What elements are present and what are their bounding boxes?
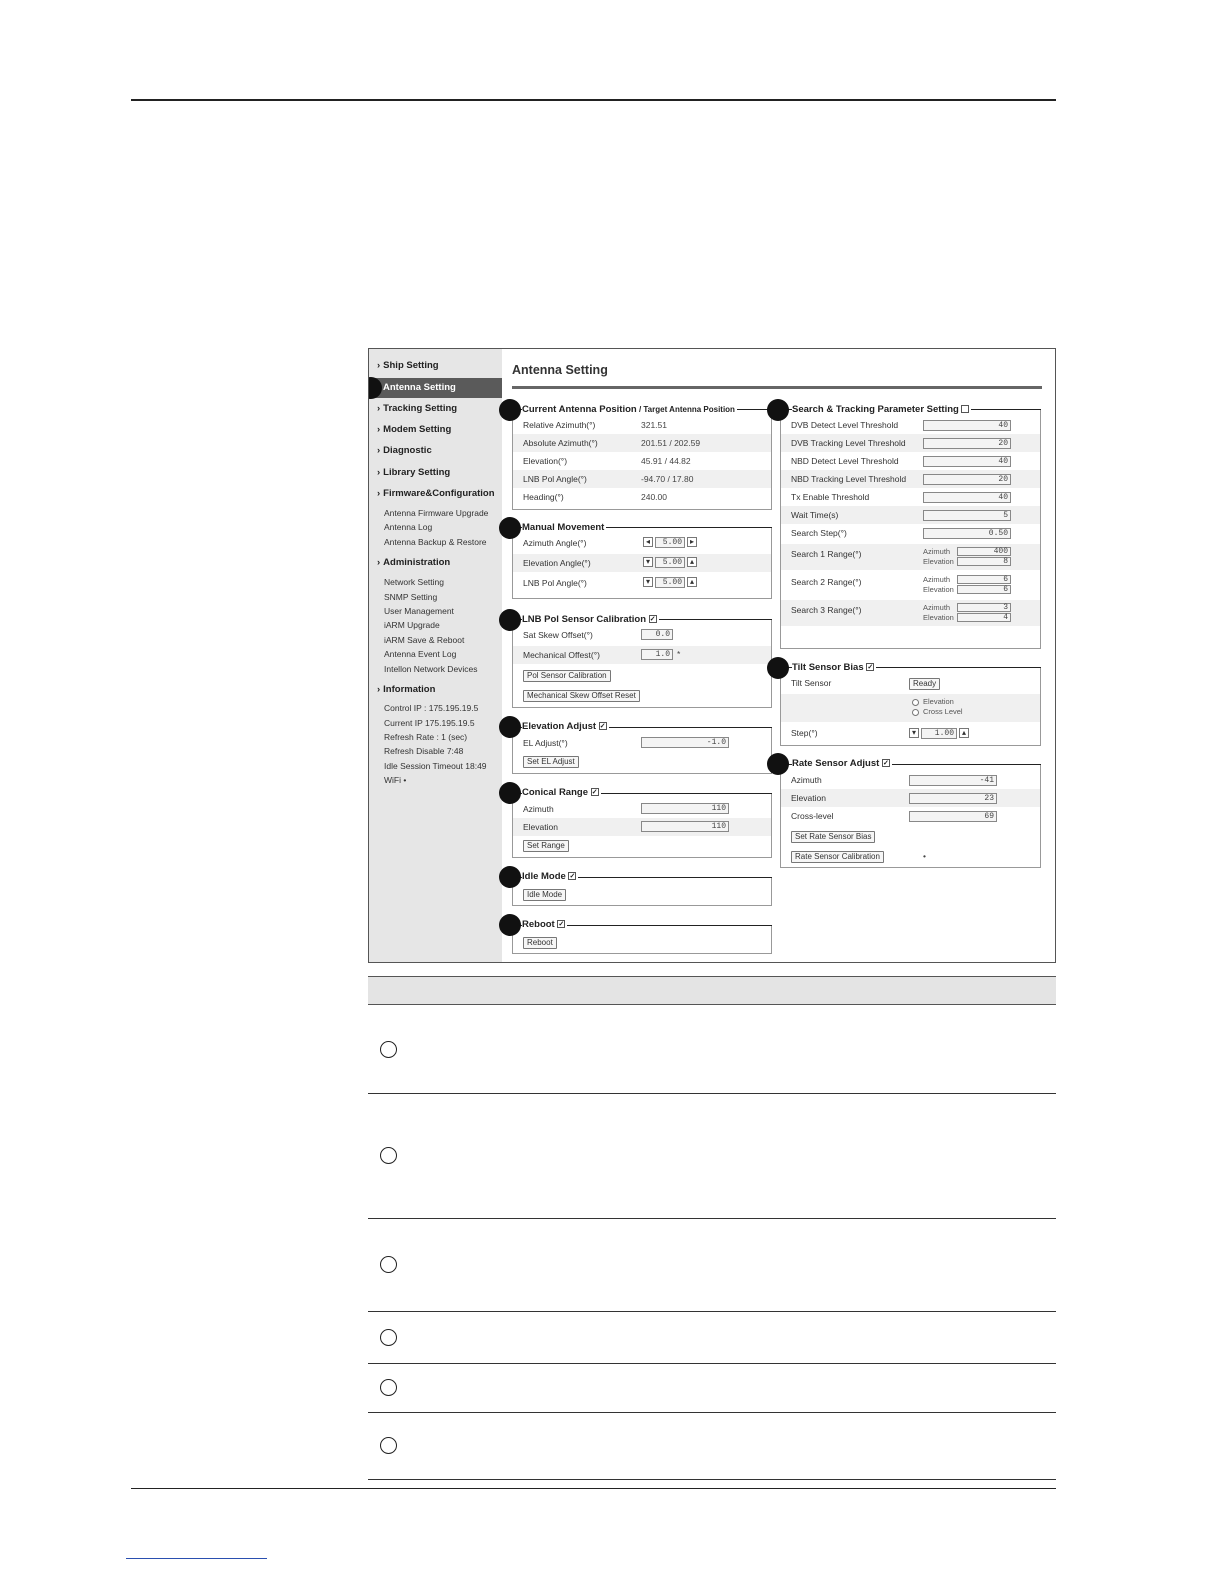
callout-marker (767, 753, 789, 775)
field-value: 321.51 (641, 420, 667, 430)
table-row-divider (368, 1218, 1056, 1219)
threshold-input[interactable]: 40 (923, 492, 1011, 503)
table-row-divider (368, 1311, 1056, 1312)
checkbox-icon[interactable]: ✓ (867, 664, 874, 672)
radio-label: Elevation (923, 697, 954, 706)
section-title: Rate Sensor Adjust ✓ (792, 758, 892, 769)
callout-number-circle (380, 1437, 397, 1454)
left-arrow-icon[interactable]: ◂ (643, 537, 653, 547)
range-azimuth-input[interactable]: 3 (957, 603, 1011, 612)
checkbox-icon[interactable]: ✓ (649, 616, 656, 624)
field-label: NBD Detect Level Threshold (791, 456, 899, 466)
reboot-button[interactable]: Reboot (523, 937, 557, 949)
table-row-divider (368, 1363, 1056, 1364)
field-value: 240.00 (641, 492, 667, 502)
sidebar-item-modem-setting[interactable]: › Modem Setting (377, 424, 452, 435)
checkbox-icon[interactable]: ✓ (882, 760, 889, 768)
field-label: Search 1 Range(°) (791, 549, 862, 559)
field-label: Heading(°) (523, 492, 564, 502)
section-title: Manual Movement (522, 522, 605, 533)
table-row-divider (368, 1479, 1056, 1480)
title-rule (512, 386, 1042, 389)
field-label: Relative Azimuth(°) (523, 420, 596, 430)
field-label: DVB Tracking Level Threshold (791, 438, 906, 448)
table-row-divider (368, 1093, 1056, 1094)
range-elevation-input[interactable]: 6 (957, 585, 1011, 594)
sidebar-item-antenna-setting[interactable]: Antenna Setting (369, 378, 502, 398)
sidebar-item-information[interactable]: › Information (377, 684, 436, 695)
callout-marker (499, 782, 521, 804)
sidebar-subitem[interactable]: User Management (384, 606, 454, 616)
lnb-calibration-panel (512, 620, 772, 708)
elevation-step-input[interactable]: 5.00 (655, 557, 685, 568)
callout-number-circle (380, 1329, 397, 1346)
rate-elevation-input[interactable]: 23 (909, 793, 997, 804)
field-label: Search 3 Range(°) (791, 605, 862, 615)
sidebar-subitem[interactable]: Antenna Log (384, 522, 433, 532)
conical-azimuth-input[interactable]: 110 (641, 803, 729, 814)
table-header (368, 976, 1056, 1005)
sidebar-item-tracking-setting[interactable]: › Tracking Setting (377, 403, 458, 414)
sidebar-item-firmware-configuration[interactable]: › Firmware&Configuration (377, 488, 495, 499)
mechanical-skew-reset-button[interactable]: Mechanical Skew Offset Reset (523, 690, 640, 702)
info-line: WiFi • (384, 775, 407, 785)
callout-marker (499, 399, 521, 421)
range-elevation-input[interactable]: 8 (957, 557, 1011, 566)
field-value: -94.70 / 17.80 (641, 474, 694, 484)
sidebar (369, 349, 502, 962)
section-title: LNB Pol Sensor Calibration ✓ (522, 614, 659, 625)
field-label: Mechanical Offest(°) (523, 650, 600, 660)
tilt-step-input[interactable]: 1.00 (921, 728, 957, 739)
info-line: Refresh Rate : 1 (sec) (384, 732, 468, 742)
sidebar-subitem[interactable]: iARM Save & Reboot (384, 635, 465, 645)
set-range-button[interactable]: Set Range (523, 840, 569, 852)
section-title: Conical Range ✓ (522, 787, 601, 798)
threshold-input[interactable]: 40 (923, 420, 1011, 431)
field-label: Elevation (523, 822, 558, 832)
status-dot: • (923, 851, 926, 861)
field-label: Cross-level (791, 811, 834, 821)
azimuth-label: Azimuth (923, 575, 951, 584)
field-label: Elevation (791, 793, 826, 803)
threshold-input[interactable]: 20 (923, 474, 1011, 485)
lnb-step-input[interactable]: 5.00 (655, 577, 685, 588)
checkbox-icon[interactable]: ✓ (569, 873, 576, 881)
field-label: Sat Skew Offset(°) (523, 630, 593, 640)
info-line: Current IP 175.195.19.5 (384, 718, 475, 728)
current-position-panel (512, 410, 772, 510)
footer-link-underline (126, 1558, 267, 1559)
callout-marker (499, 914, 521, 936)
field-label: Tx Enable Threshold (791, 492, 870, 502)
conical-range-panel (512, 794, 772, 858)
rate-azimuth-input[interactable]: -41 (909, 775, 997, 786)
down-arrow-icon[interactable]: ▾ (909, 728, 919, 738)
sidebar-item-diagnostic[interactable]: › Diagnostic (377, 445, 432, 456)
radio-elevation[interactable] (912, 699, 919, 706)
azimuth-label: Azimuth (923, 603, 951, 612)
elevation-label: Elevation (923, 557, 954, 566)
tilt-status: Ready (909, 678, 940, 690)
callout-number-circle (380, 1147, 397, 1164)
down-arrow-icon[interactable]: ▾ (643, 557, 653, 567)
range-azimuth-input[interactable]: 400 (957, 547, 1011, 556)
callout-marker (499, 716, 521, 738)
conical-elevation-input[interactable]: 110 (641, 821, 729, 832)
sidebar-subitem[interactable]: Intellon Network Devices (384, 664, 478, 674)
sidebar-subitem[interactable]: Network Setting (384, 577, 444, 587)
elevation-label: Elevation (923, 585, 954, 594)
callout-marker (767, 399, 789, 421)
callout-number-circle (380, 1256, 397, 1273)
azimuth-label: Azimuth (923, 547, 951, 556)
sidebar-subitem[interactable]: SNMP Setting (384, 592, 438, 602)
field-label: Azimuth (791, 775, 822, 785)
field-label: NBD Tracking Level Threshold (791, 474, 907, 484)
page-title: Antenna Setting (512, 363, 608, 377)
main-content (502, 349, 1055, 962)
radio-cross-level[interactable] (912, 709, 919, 716)
sidebar-item-library-setting[interactable]: › Library Setting (377, 467, 451, 478)
threshold-input[interactable]: 20 (923, 438, 1011, 449)
sat-skew-input[interactable]: 0.0 (641, 629, 673, 640)
sidebar-item-administration[interactable]: › Administration (377, 557, 451, 568)
callout-number-circle (380, 1041, 397, 1058)
el-adjust-input[interactable]: -1.0 (641, 737, 729, 748)
range-azimuth-input[interactable]: 6 (957, 575, 1011, 584)
elevation-label: Elevation (923, 613, 954, 622)
set-el-adjust-button[interactable]: Set EL Adjust (523, 756, 579, 768)
field-label: Tilt Sensor (791, 678, 832, 688)
callout-number-circle (380, 1379, 397, 1396)
section-title: Search & Tracking Parameter Setting (792, 404, 971, 415)
checkbox-icon[interactable]: ✓ (591, 789, 598, 797)
section-title: Current Antenna Position / Target Antenna Position (522, 404, 735, 415)
rate-cross-level-input[interactable]: 69 (909, 811, 997, 822)
page-bottom-rule (131, 1488, 1056, 1489)
info-line: Control IP : 175.195.19.5 (384, 703, 479, 713)
right-arrow-icon[interactable]: ▸ (687, 537, 697, 547)
sidebar-subitem[interactable]: Antenna Event Log (384, 649, 457, 659)
info-line: Refresh Disable 7:48 (384, 746, 464, 756)
rate-sensor-calibration-button[interactable]: Rate Sensor Calibration (791, 851, 884, 863)
field-label: Wait Time(s) (791, 510, 839, 520)
field-label: Azimuth (523, 804, 554, 814)
up-arrow-icon[interactable]: ▴ (687, 577, 697, 587)
search-tracking-panel (780, 410, 1041, 649)
idle-mode-panel (512, 878, 772, 906)
idle-mode-button[interactable]: Idle Mode (523, 889, 566, 901)
sidebar-subitem[interactable]: Antenna Backup & Restore (384, 537, 487, 547)
wait-time-input[interactable]: 5 (923, 510, 1011, 521)
field-value: 201.51 / 202.59 (641, 438, 701, 448)
threshold-input[interactable]: 40 (923, 456, 1011, 467)
callout-marker (499, 609, 521, 631)
azimuth-step-input[interactable]: 5.00 (655, 537, 685, 548)
info-line: Idle Session Timeout 18:49 (384, 761, 487, 771)
callout-marker (767, 657, 789, 679)
field-label: DVB Detect Level Threshold (791, 420, 899, 430)
sidebar-item-ship-setting[interactable]: › Ship Setting (377, 360, 439, 371)
field-label: Absolute Azimuth(°) (523, 438, 598, 448)
pol-sensor-calibration-button[interactable]: Pol Sensor Calibration (523, 670, 611, 682)
table-row-divider (368, 1412, 1056, 1413)
field-label: LNB Pol Angle(°) (523, 578, 587, 588)
page-top-rule (131, 99, 1056, 101)
callout-marker (499, 517, 521, 539)
sidebar-subitem[interactable]: Antenna Firmware Upgrade (384, 508, 489, 518)
up-arrow-icon[interactable]: ▴ (687, 557, 697, 567)
callout-marker (499, 866, 521, 888)
field-label: LNB Pol Angle(°) (523, 474, 587, 484)
checkbox-icon[interactable] (961, 405, 969, 413)
manual-movement-panel (512, 528, 772, 599)
set-rate-sensor-bias-button[interactable]: Set Rate Sensor Bias (791, 831, 875, 843)
field-label: Elevation(°) (523, 456, 568, 466)
antenna-setting-screenshot (368, 348, 1056, 963)
field-label: Search Step(°) (791, 528, 847, 538)
rate-sensor-panel (780, 765, 1041, 868)
checkbox-icon[interactable]: ✓ (599, 723, 606, 731)
tilt-sensor-panel (780, 668, 1041, 746)
section-title: Tilt Sensor Bias ✓ (792, 662, 876, 673)
required-mark: * (677, 649, 681, 659)
mech-offset-input[interactable]: 1.0 (641, 649, 673, 660)
field-label: Search 2 Range(°) (791, 577, 862, 587)
up-arrow-icon[interactable]: ▴ (959, 728, 969, 738)
range-elevation-input[interactable]: 4 (957, 613, 1011, 622)
radio-label: Cross Level (923, 707, 963, 716)
sidebar-subitem[interactable]: iARM Upgrade (384, 620, 440, 630)
elevation-adjust-panel (512, 728, 772, 774)
field-label: Step(°) (791, 728, 818, 738)
section-title: Elevation Adjust ✓ (522, 721, 609, 732)
down-arrow-icon[interactable]: ▾ (643, 577, 653, 587)
field-value: 45.91 / 44.82 (641, 456, 691, 466)
checkbox-icon[interactable]: ✓ (558, 921, 565, 929)
field-label: Elevation Angle(°) (523, 558, 591, 568)
section-title: Idle Mode ✓ (522, 871, 578, 882)
field-label: EL Adjust(°) (523, 738, 568, 748)
reboot-panel (512, 926, 772, 954)
section-title: Reboot ✓ (522, 919, 567, 930)
search-step-input[interactable]: 0.50 (923, 528, 1011, 539)
field-label: Azimuth Angle(°) (523, 538, 587, 548)
